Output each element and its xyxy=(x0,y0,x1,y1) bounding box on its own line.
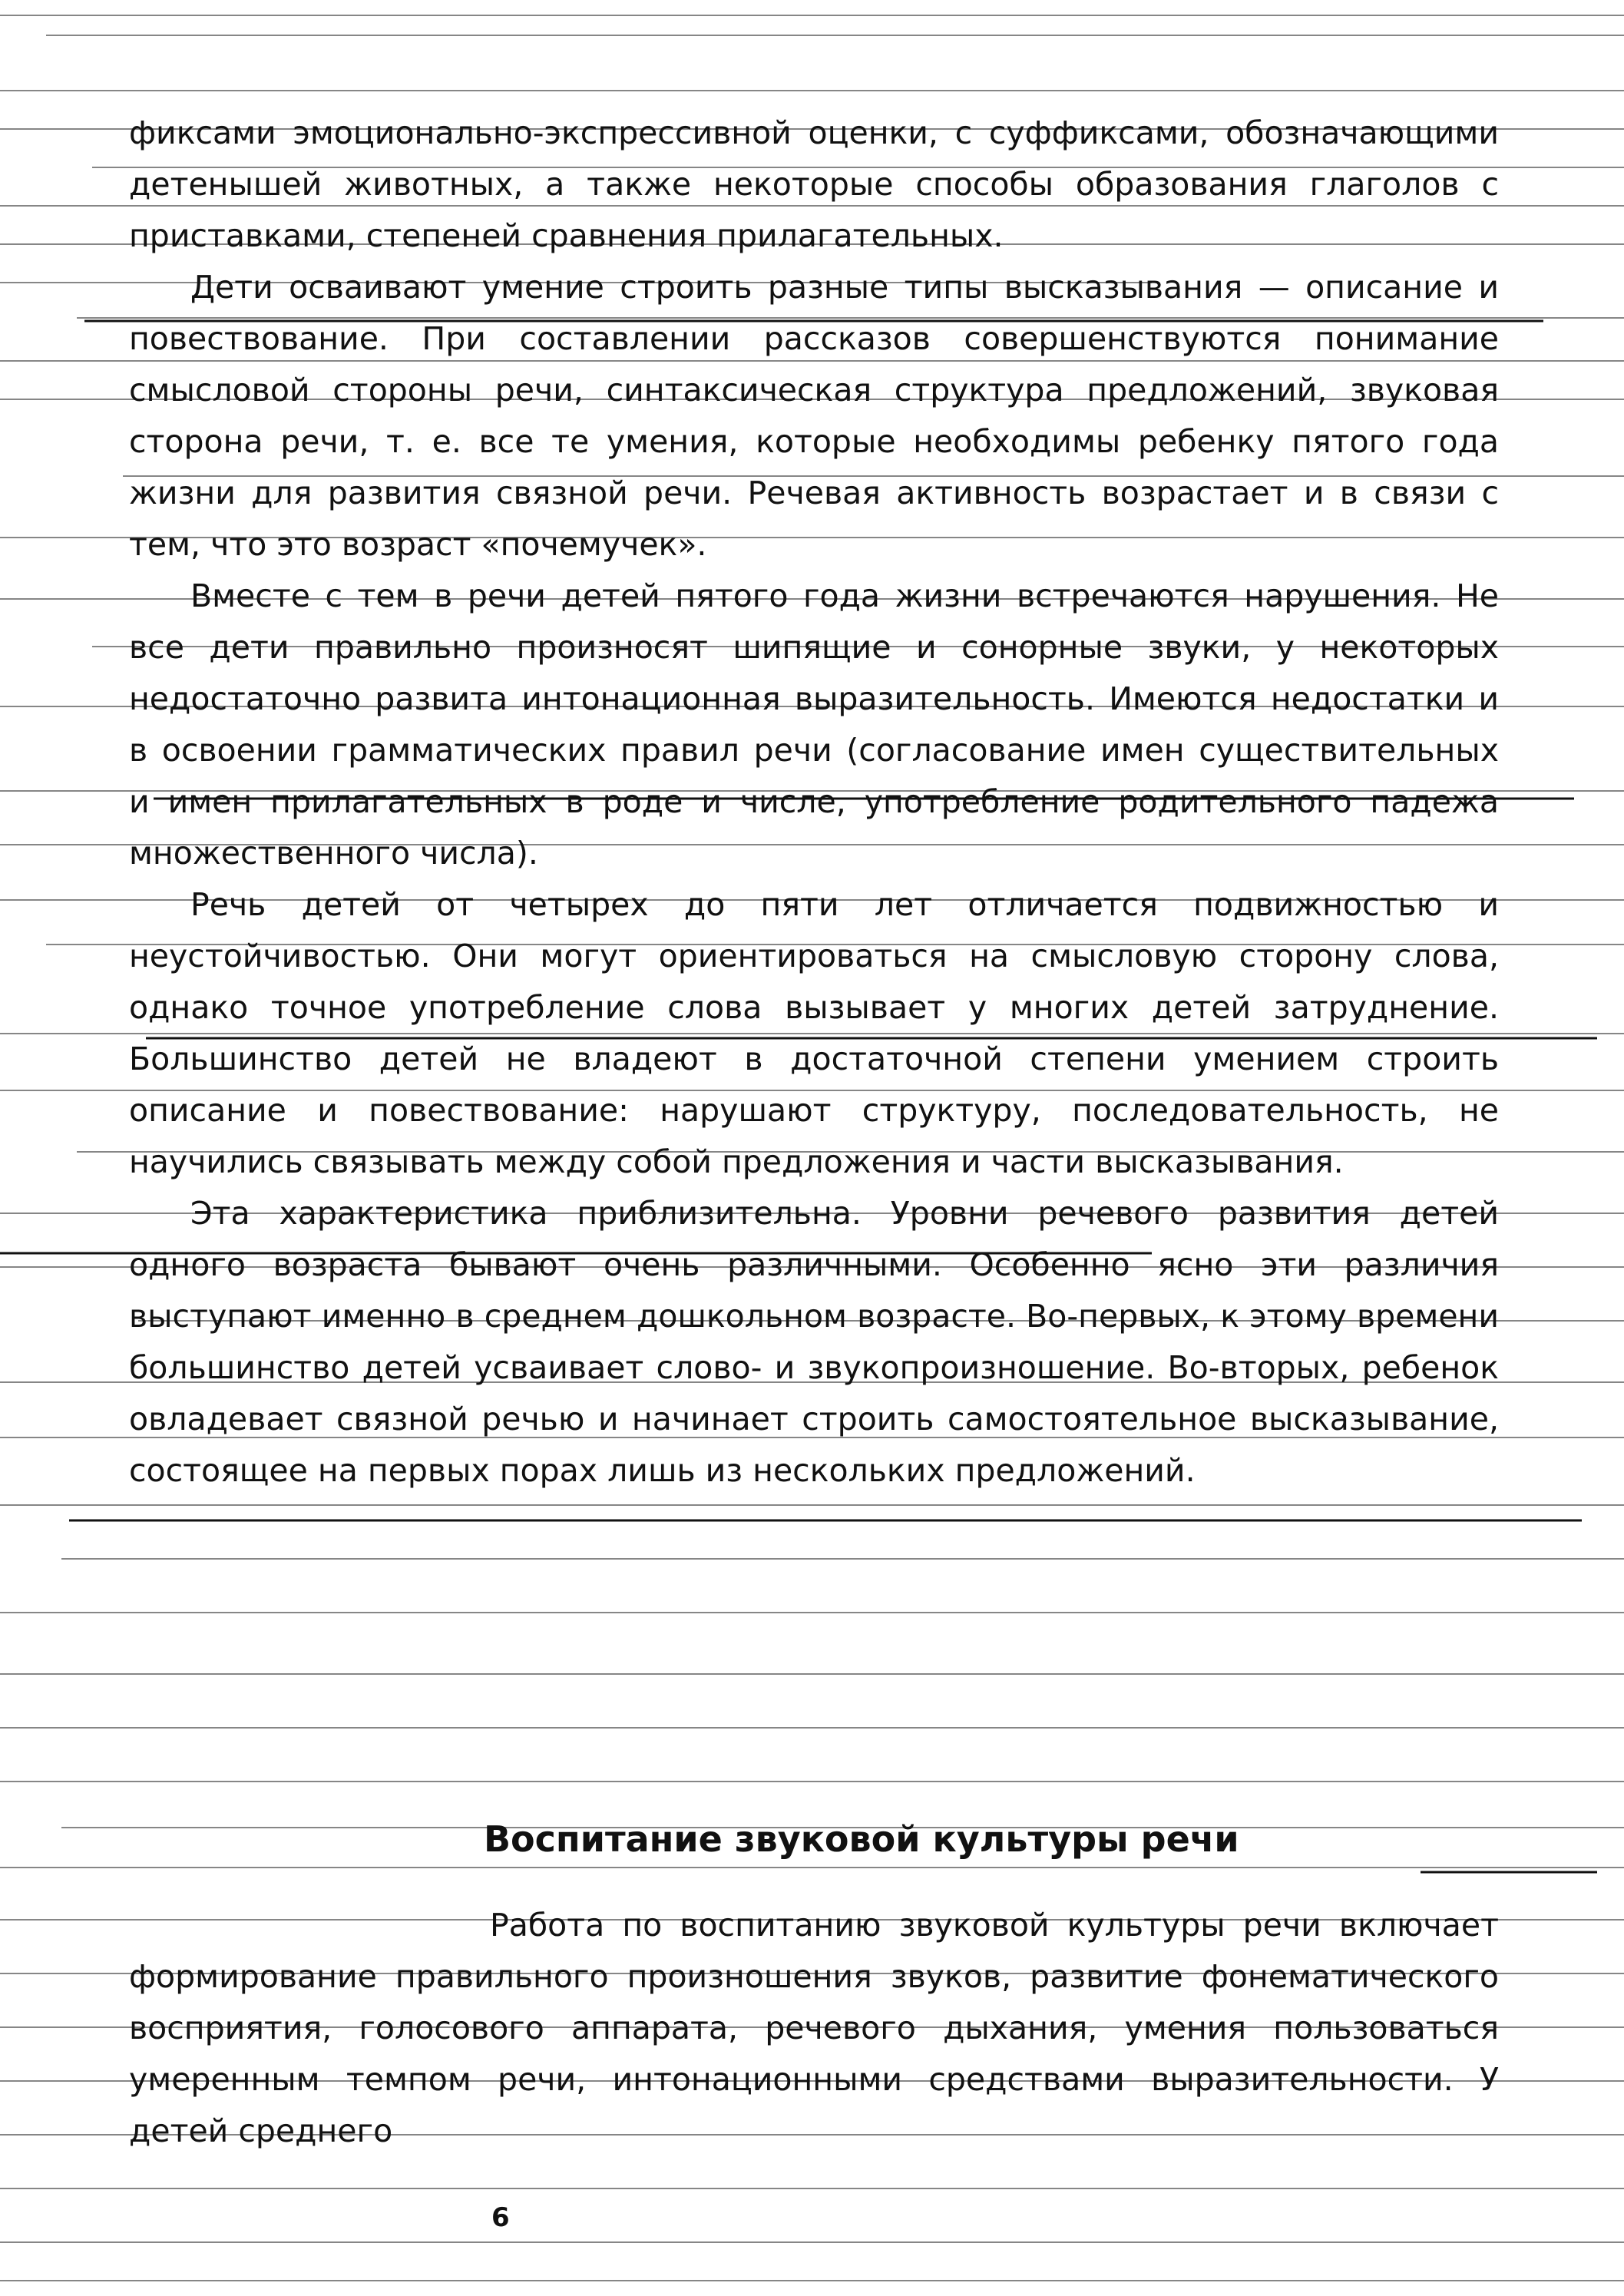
paragraph-4: Речь детей от четырех до пяти лет отличается подвижностью и неустойчивостью. Они могут ориентироваться на смысловую сторону слова, однако точное употребление слова вызывает у многих детей затруднение. Большинство детей не владеют в достаточной степени умением строить описание и повествование: нарушают структуру, последовательность, не научились связывать между собой предложения и части высказывания. xyxy=(129,886,1499,1180)
section-heading: Воспитание звуковой культуры речи xyxy=(484,1818,1239,1860)
paragraph-2: Дети осваивают умение строить разные типы высказывания — описание и повествование. При составлении рассказов совершенствуются понимание смысловой стороны речи, синтаксическая структура предложений, звуковая сторона речи, т. е. все те умения, которые необходимы ребенку пятого года жизни для развития связной речи. Речевая активность возрастает и в связи с тем, что это возраст «почемучек». xyxy=(129,269,1499,563)
page-number: 6 xyxy=(491,2202,510,2233)
body-text xyxy=(129,108,1499,1497)
paragraph-1: фиксами эмоционально-экспрессивной оценки, с суффиксами, обозначающими детенышей животных, а также некоторые способы образования глаголов с приставками, степеней сравнения прилагательных. xyxy=(129,114,1499,254)
paragraph-5: Эта характеристика приблизительна. Уровни речевого развития детей одного возраста бывают очень различными. Особенно ясно эти различия выступают именно в среднем дошкольном возрасте. Во-первых, к этому времени большинство детей усваивает слово- и звукопроизношение. Во-вторых, ребенок овладевает связной речью и начинает строить самостоятельное высказывание, состоящее на первых порах лишь из нескольких предложений. xyxy=(129,1195,1499,1489)
section-body xyxy=(129,1900,1499,2157)
section-paragraph: Работа по воспитанию звуковой культуры речи включает формирование правильного произношения звуков, развитие фонематического восприятия, голосового аппарата, речевого дыхания, умения пользоваться умеренным темпом речи, интонационными средствами выразительности. У детей среднего xyxy=(129,1907,1499,2149)
paragraph-3: Вместе с тем в речи детей пятого года жизни встречаются нарушения. Не все дети правильно произносят шипящие и сонорные звуки, у некоторых недостаточно развита интонационная выразительность. Имеются недостатки и в освоении грамматических правил речи (согласование имен существительных и имен прилагательных в роде и числе, употребление родительного падежа множественного числа). xyxy=(129,577,1499,872)
